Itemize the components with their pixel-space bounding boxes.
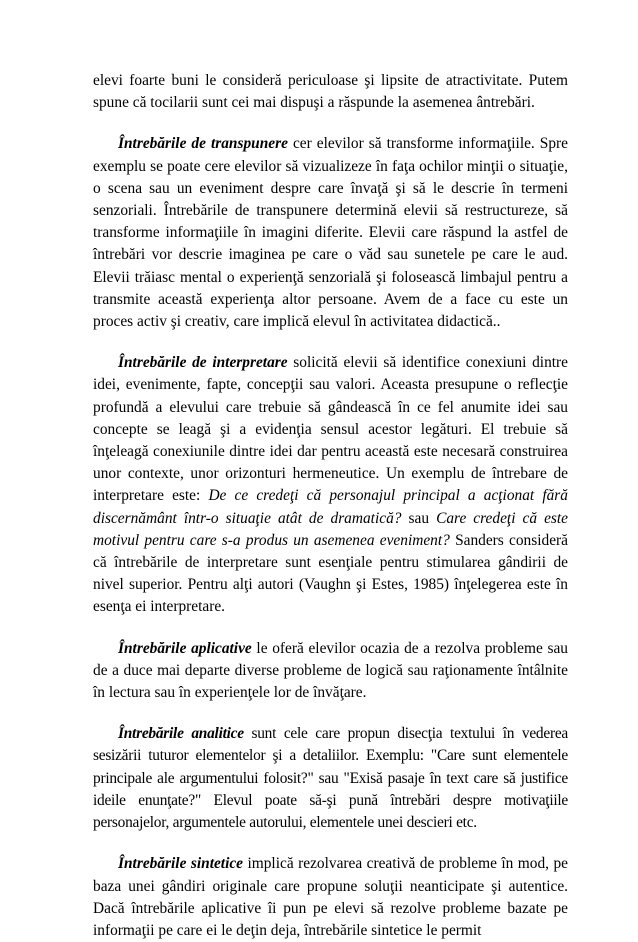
example-question: De ce credeţi că personajul principal a acţionat fără discernământ într-o situaţie atât de dramatică? xyxy=(93,487,568,527)
paragraph-aplicative xyxy=(93,638,568,705)
term-heading: Întrebările de transpunere xyxy=(118,135,288,153)
paragraph-continuation xyxy=(93,70,568,114)
term-heading: Întrebările sintetice xyxy=(118,855,244,873)
term-heading: Întrebările de interpretare xyxy=(118,354,288,372)
term-heading: Întrebările aplicative xyxy=(118,639,252,657)
paragraph-sintetice xyxy=(93,853,568,942)
term-heading: Întrebările analitice xyxy=(118,725,244,743)
paragraph-text: elevi foarte buni le consideră periculoase şi lipsite de atractivitate. Putem spune că tocilarii sunt cei mai dispuşi a răspunde la asemenea ântrebări. xyxy=(93,72,568,112)
paragraph-transpunere xyxy=(93,133,568,333)
paragraph-text: cer elevilor să transforme informaţiile. Spre exemplu se poate cere elevilor să vizualizeze în faţa ochilor minţii o situaţie, o scena sau un eveniment despre care învaţă şi să le descrie în termeni senzoriali. Întrebările de transpunere determină elevii să restructureze, să transforme informaţiile în imagini diferite. Elevii care răspund la astfel de întrebări vor descrie imaginea pe care o văd sau sunetele pe care le aud. Elevii trăiasc mental o experienţă senzorială şi folosească limbajul pentru a transmite această experienţa altor persoane. Avem de a face cu este un proces activ şi creativ, care implică elevul în activitatea didactică.. xyxy=(93,135,568,331)
paragraph-text: sau xyxy=(401,509,437,527)
paragraph-interpretare xyxy=(93,352,568,618)
paragraph-text: implică rezolvarea creativă de probleme în mod, pe baza unei gândiri originale care propune soluţii neanticipate şi autentice. Dacă întrebările aplicative îi pun pe elevi să rezolve probleme bazate pe informaţii pe care ei le deţin deja, întrebările sintetice le permit xyxy=(93,855,569,939)
paragraph-text: solicită elevii să identifice conexiuni dintre idei, evenimente, fapte, concepţii sau valori. Aceasta presupune o reflecţie profundă a elevului care trebuie să gândească în ce fel anumite idei sau concepte se leagă şi a evidenţia sensul acestor legături. El trebuie să înţeleagă conexiunile dintre idei dar pentru această este necesară construirea unor contexte, unor orizonturi hermeneutice. Un exemplu de întrebare de interpretare este: xyxy=(93,354,568,505)
paragraph-text: le oferă elevilor ocazia de a rezolva probleme sau de a duce mai departe diverse probleme de logică sau raţionamente întâlnite în lectura sau în experienţele lor de învăţare. xyxy=(93,639,568,702)
paragraph-analitice xyxy=(93,723,568,834)
example-question: Care credeţi că este motivul pentru care s-a produs un asemenea eveniment? xyxy=(93,509,568,549)
paragraph-text: Sanders consideră că întrebările de interpretare sunt esenţiale pentru stimularea gândirii de nivel superior. Pentru alţi autori (Vaughn şi Estes, 1985) înţelegerea este în esenţa ei interpretare. xyxy=(93,531,568,616)
paragraph-text: sunt cele care propun disecţia textului în vederea sesizării tuturor elementelor şi a detaliilor. Exemplu: "Care sunt elementele principale ale argumentului folosit?" sau "Exisă pasaje în text care să justifice ideile enunţate?" Elevul poate să-şi pună întrebări despre motivaţiile personajelor, argumentele autorului, elementele unei descieri etc. xyxy=(93,725,568,832)
